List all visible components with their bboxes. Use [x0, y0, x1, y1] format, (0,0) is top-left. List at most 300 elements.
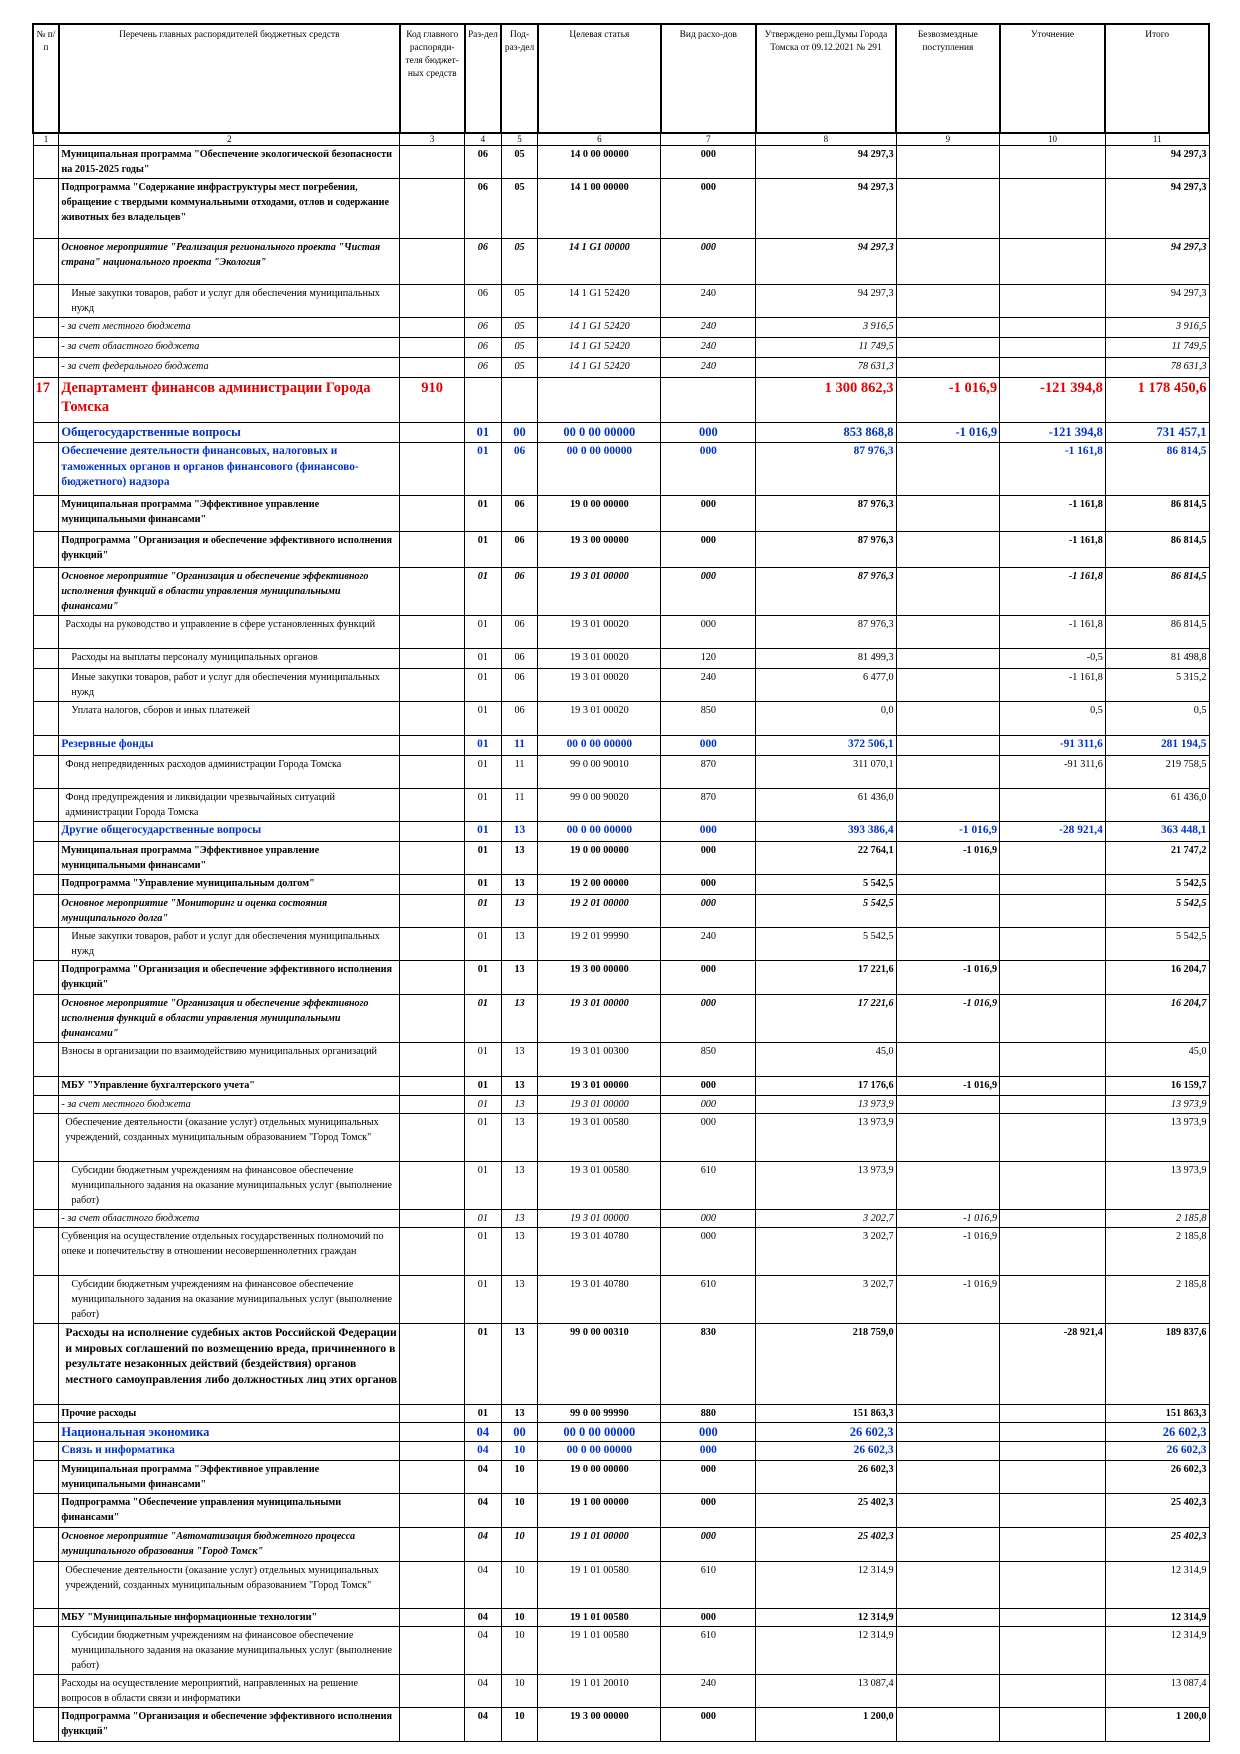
cell-total: 45,0 — [1105, 1043, 1209, 1077]
cell-total: 78 631,3 — [1105, 358, 1209, 378]
cell-grants: -1 016,9 — [896, 423, 1000, 443]
cell-expense-type: 000 — [661, 1708, 756, 1742]
cell-approved: 87 976,3 — [756, 532, 896, 568]
cell-name: Основное мероприятие "Автоматизация бюджетного процесса муниципального образования "Город Томск" — [59, 1528, 400, 1562]
cell-total: 81 498,8 — [1105, 649, 1209, 669]
cell-razdel — [465, 378, 502, 423]
cell-expense-type: 000 — [661, 736, 756, 756]
cell-total: 2 185,8 — [1105, 1228, 1209, 1276]
column-number: 4 — [465, 133, 502, 146]
cell-total: 12 314,9 — [1105, 1562, 1209, 1609]
cell-code — [400, 146, 465, 179]
cell-expense-type: 000 — [661, 995, 756, 1043]
cell-approved: 26 602,3 — [756, 1461, 896, 1494]
cell-number — [33, 1228, 59, 1276]
column-number: 2 — [59, 133, 400, 146]
cell-podrazdel: 10 — [501, 1528, 538, 1562]
cell-razdel: 01 — [465, 702, 502, 736]
cell-adjustment: -121 394,8 — [1000, 378, 1106, 423]
cell-code — [400, 895, 465, 928]
cell-code — [400, 1562, 465, 1609]
cell-expense-type: 000 — [661, 443, 756, 496]
cell-total: 86 814,5 — [1105, 532, 1209, 568]
cell-grants — [896, 1675, 1000, 1708]
cell-razdel: 01 — [465, 496, 502, 532]
cell-podrazdel: 10 — [501, 1675, 538, 1708]
cell-total: 189 837,6 — [1105, 1324, 1209, 1405]
cell-number — [33, 358, 59, 378]
cell-name: Иные закупки товаров, работ и услуг для обеспечения муниципальных нужд — [59, 669, 400, 702]
cell-approved: 94 297,3 — [756, 285, 896, 318]
cell-name: Обеспечение деятельности (оказание услуг) отдельных муниципальных учреждений, созданных муниципальным образованием "Город Томск" — [59, 1562, 400, 1609]
cell-total: 26 602,3 — [1105, 1423, 1209, 1442]
cell-podrazdel: 05 — [501, 146, 538, 179]
cell-code — [400, 496, 465, 532]
cell-total: 94 297,3 — [1105, 146, 1209, 179]
cell-razdel: 01 — [465, 875, 502, 895]
cell-adjustment — [1000, 1077, 1106, 1096]
cell-total: 86 814,5 — [1105, 568, 1209, 616]
cell-grants — [896, 1708, 1000, 1742]
table-row — [33, 702, 1209, 736]
cell-number — [33, 285, 59, 318]
cell-razdel: 06 — [465, 179, 502, 239]
cell-target-article: 14 1 G1 52420 — [538, 358, 661, 378]
table-row — [33, 443, 1209, 496]
cell-target-article: 19 3 00 00000 — [538, 961, 661, 995]
cell-name: Обеспечение деятельности (оказание услуг) отдельных муниципальных учреждений, созданных муниципальным образованием "Город Томск" — [59, 1114, 400, 1162]
cell-grants: -1 016,9 — [896, 1228, 1000, 1276]
cell-podrazdel: 13 — [501, 1077, 538, 1096]
cell-target-article: 19 3 01 00000 — [538, 568, 661, 616]
cell-expense-type: 000 — [661, 895, 756, 928]
cell-code — [400, 669, 465, 702]
cell-razdel: 06 — [465, 318, 502, 338]
cell-code — [400, 285, 465, 318]
cell-number — [33, 338, 59, 358]
cell-grants: -1 016,9 — [896, 1077, 1000, 1096]
cell-adjustment — [1000, 961, 1106, 995]
cell-expense-type: 830 — [661, 1324, 756, 1405]
cell-approved: 151 863,3 — [756, 1405, 896, 1423]
cell-expense-type: 000 — [661, 568, 756, 616]
cell-target-article: 00 0 00 00000 — [538, 822, 661, 842]
cell-grants — [896, 736, 1000, 756]
cell-razdel: 01 — [465, 1210, 502, 1228]
table-row — [33, 568, 1209, 616]
cell-expense-type: 120 — [661, 649, 756, 669]
cell-name: Расходы на осуществление мероприятий, направленных на решение вопросов в области связи и информатики — [59, 1675, 400, 1708]
cell-podrazdel: 05 — [501, 358, 538, 378]
cell-number — [33, 1114, 59, 1162]
cell-total: 2 185,8 — [1105, 1276, 1209, 1324]
cell-target-article: 99 0 00 90020 — [538, 789, 661, 822]
cell-expense-type: 000 — [661, 532, 756, 568]
cell-name: МБУ "Муниципальные информационные технологии" — [59, 1609, 400, 1627]
cell-target-article: 00 0 00 00000 — [538, 1442, 661, 1461]
table-row — [33, 1405, 1209, 1423]
cell-name: Муниципальная программа "Эффективное управление муниципальными финансами" — [59, 1461, 400, 1494]
cell-target-article: 14 1 G1 52420 — [538, 285, 661, 318]
cell-number — [33, 995, 59, 1043]
cell-grants — [896, 239, 1000, 285]
table-row — [33, 1562, 1209, 1609]
cell-approved: 12 314,9 — [756, 1627, 896, 1675]
cell-number — [33, 928, 59, 961]
cell-grants: -1 016,9 — [896, 1210, 1000, 1228]
cell-approved: 0,0 — [756, 702, 896, 736]
cell-total: 86 814,5 — [1105, 616, 1209, 649]
cell-expense-type: 610 — [661, 1562, 756, 1609]
cell-code — [400, 928, 465, 961]
cell-grants — [896, 1324, 1000, 1405]
cell-expense-type: 870 — [661, 789, 756, 822]
cell-adjustment — [1000, 1528, 1106, 1562]
cell-grants — [896, 1461, 1000, 1494]
cell-name: Субсидии бюджетным учреждениям на финансовое обеспечение муниципального задания на оказание муниципальных услуг (выполнение работ) — [59, 1627, 400, 1675]
cell-adjustment — [1000, 875, 1106, 895]
cell-name: Подпрограмма "Организация и обеспечение эффективного исполнения функций" — [59, 961, 400, 995]
cell-target-article: 99 0 00 00310 — [538, 1324, 661, 1405]
cell-name: Субвенция на осуществление отдельных государственных полномочий по опеке и попечительству в отношении несовершеннолетних граждан — [59, 1228, 400, 1276]
cell-name: Прочие расходы — [59, 1405, 400, 1423]
cell-approved: 87 976,3 — [756, 616, 896, 649]
cell-total: 5 542,5 — [1105, 895, 1209, 928]
cell-code — [400, 1461, 465, 1494]
cell-grants — [896, 895, 1000, 928]
cell-total: 25 402,3 — [1105, 1528, 1209, 1562]
cell-code — [400, 842, 465, 875]
cell-total: 13 087,4 — [1105, 1675, 1209, 1708]
cell-razdel: 01 — [465, 443, 502, 496]
table-row — [33, 842, 1209, 875]
cell-approved: 87 976,3 — [756, 443, 896, 496]
cell-approved: 25 402,3 — [756, 1494, 896, 1528]
cell-approved: 81 499,3 — [756, 649, 896, 669]
cell-podrazdel: 06 — [501, 568, 538, 616]
cell-total: 731 457,1 — [1105, 423, 1209, 443]
header-target-article: Целевая статья — [538, 24, 661, 133]
cell-grants — [896, 532, 1000, 568]
cell-approved: 3 202,7 — [756, 1210, 896, 1228]
cell-target-article: 00 0 00 00000 — [538, 443, 661, 496]
cell-code — [400, 1276, 465, 1324]
cell-total: 1 178 450,6 — [1105, 378, 1209, 423]
cell-podrazdel — [501, 378, 538, 423]
column-number: 10 — [1000, 133, 1106, 146]
budget-table — [32, 23, 1210, 1742]
cell-razdel: 01 — [465, 1324, 502, 1405]
cell-grants — [896, 179, 1000, 239]
cell-adjustment — [1000, 842, 1106, 875]
cell-grants — [896, 616, 1000, 649]
cell-number — [33, 895, 59, 928]
cell-approved: 372 506,1 — [756, 736, 896, 756]
cell-adjustment — [1000, 179, 1106, 239]
cell-podrazdel: 13 — [501, 1324, 538, 1405]
cell-total: 1 200,0 — [1105, 1708, 1209, 1742]
table-row — [33, 1276, 1209, 1324]
cell-podrazdel: 06 — [501, 702, 538, 736]
column-number-row — [33, 133, 1209, 146]
cell-expense-type: 000 — [661, 822, 756, 842]
cell-adjustment — [1000, 338, 1106, 358]
cell-name: Национальная экономика — [59, 1423, 400, 1442]
cell-grants — [896, 1043, 1000, 1077]
cell-number — [33, 822, 59, 842]
cell-number — [33, 423, 59, 443]
cell-total: 3 916,5 — [1105, 318, 1209, 338]
cell-target-article: 19 3 01 00000 — [538, 1210, 661, 1228]
cell-name: Взносы в организации по взаимодействию муниципальных организаций — [59, 1043, 400, 1077]
cell-code — [400, 1423, 465, 1442]
cell-podrazdel: 13 — [501, 1228, 538, 1276]
cell-adjustment — [1000, 1096, 1106, 1114]
cell-approved: 11 749,5 — [756, 338, 896, 358]
table-row — [33, 358, 1209, 378]
cell-grants: -1 016,9 — [896, 822, 1000, 842]
cell-razdel: 01 — [465, 961, 502, 995]
cell-grants — [896, 1114, 1000, 1162]
table-row — [33, 1494, 1209, 1528]
cell-target-article: 19 2 00 00000 — [538, 875, 661, 895]
table-row — [33, 532, 1209, 568]
cell-code: 910 — [400, 378, 465, 423]
cell-podrazdel: 05 — [501, 338, 538, 358]
cell-code — [400, 649, 465, 669]
cell-expense-type: 000 — [661, 179, 756, 239]
table-row — [33, 1096, 1209, 1114]
cell-number — [33, 669, 59, 702]
cell-approved: 26 602,3 — [756, 1442, 896, 1461]
cell-number — [33, 649, 59, 669]
cell-adjustment: -1 161,8 — [1000, 443, 1106, 496]
cell-grants — [896, 1528, 1000, 1562]
cell-target-article: 14 1 G1 52420 — [538, 318, 661, 338]
cell-razdel: 01 — [465, 669, 502, 702]
cell-razdel: 06 — [465, 358, 502, 378]
cell-podrazdel: 06 — [501, 616, 538, 649]
cell-target-article: 19 3 01 00300 — [538, 1043, 661, 1077]
table-row — [33, 649, 1209, 669]
cell-code — [400, 1210, 465, 1228]
table-row — [33, 995, 1209, 1043]
cell-code — [400, 1228, 465, 1276]
cell-adjustment: -1 161,8 — [1000, 532, 1106, 568]
cell-expense-type: 240 — [661, 669, 756, 702]
cell-grants — [896, 1609, 1000, 1627]
cell-adjustment — [1000, 1114, 1106, 1162]
cell-name: Уплата налогов, сборов и иных платежей — [59, 702, 400, 736]
cell-name: Подпрограмма "Содержание инфраструктуры мест погребения, обращение с твердыми коммунальными отходами, отлов и содержание животных без владельцев" — [59, 179, 400, 239]
cell-grants — [896, 702, 1000, 736]
cell-expense-type: 240 — [661, 318, 756, 338]
cell-name: Обеспечение деятельности финансовых, налоговых и таможенных органов и органов финансового (финансово-бюджетного) надзора — [59, 443, 400, 496]
cell-name: Фонд предупреждения и ликвидации чрезвычайных ситуаций администрации Города Томска — [59, 789, 400, 822]
table-row — [33, 616, 1209, 649]
cell-adjustment — [1000, 1627, 1106, 1675]
cell-target-article: 19 3 00 00000 — [538, 1708, 661, 1742]
cell-adjustment — [1000, 1405, 1106, 1423]
cell-name: Муниципальная программа "Эффективное управление муниципальными финансами" — [59, 842, 400, 875]
cell-code — [400, 532, 465, 568]
cell-target-article: 19 3 01 00020 — [538, 702, 661, 736]
cell-razdel: 01 — [465, 822, 502, 842]
cell-podrazdel: 06 — [501, 532, 538, 568]
cell-number — [33, 1675, 59, 1708]
cell-adjustment — [1000, 928, 1106, 961]
cell-razdel: 04 — [465, 1562, 502, 1609]
cell-podrazdel: 13 — [501, 1210, 538, 1228]
table-row — [33, 736, 1209, 756]
cell-expense-type: 000 — [661, 616, 756, 649]
cell-grants — [896, 338, 1000, 358]
cell-adjustment: -91 311,6 — [1000, 736, 1106, 756]
table-row — [33, 1324, 1209, 1405]
cell-name: Субсидии бюджетным учреждениям на финансовое обеспечение муниципального задания на оказание муниципальных услуг (выполнение работ) — [59, 1276, 400, 1324]
cell-grants — [896, 568, 1000, 616]
cell-number — [33, 1096, 59, 1114]
column-number: 8 — [756, 133, 896, 146]
cell-expense-type: 610 — [661, 1162, 756, 1210]
cell-grants: -1 016,9 — [896, 995, 1000, 1043]
table-row — [33, 1228, 1209, 1276]
cell-number — [33, 1043, 59, 1077]
cell-number — [33, 1162, 59, 1210]
cell-approved: 5 542,5 — [756, 875, 896, 895]
cell-code — [400, 1708, 465, 1742]
cell-number — [33, 961, 59, 995]
cell-razdel: 01 — [465, 756, 502, 789]
cell-razdel: 01 — [465, 1043, 502, 1077]
cell-code — [400, 1675, 465, 1708]
cell-approved: 25 402,3 — [756, 1528, 896, 1562]
cell-expense-type: 000 — [661, 1077, 756, 1096]
cell-adjustment: -28 921,4 — [1000, 822, 1106, 842]
cell-number — [33, 1405, 59, 1423]
cell-approved: 5 542,5 — [756, 895, 896, 928]
cell-code — [400, 1627, 465, 1675]
table-header-row — [33, 24, 1209, 133]
cell-approved: 853 868,8 — [756, 423, 896, 443]
cell-total: 16 204,7 — [1105, 961, 1209, 995]
cell-approved: 3 202,7 — [756, 1276, 896, 1324]
cell-adjustment: 0,5 — [1000, 702, 1106, 736]
cell-code — [400, 995, 465, 1043]
cell-total: 151 863,3 — [1105, 1405, 1209, 1423]
table-row — [33, 1609, 1209, 1627]
cell-name: Основное мероприятие "Организация и обеспечение эффективного исполнения функций в области управления муниципальными финансами" — [59, 568, 400, 616]
cell-podrazdel: 13 — [501, 995, 538, 1043]
cell-podrazdel: 10 — [501, 1627, 538, 1675]
table-body — [33, 146, 1209, 1742]
cell-code — [400, 358, 465, 378]
cell-grants — [896, 1405, 1000, 1423]
cell-grants — [896, 1562, 1000, 1609]
cell-approved: 13 973,9 — [756, 1162, 896, 1210]
cell-number — [33, 1276, 59, 1324]
cell-target-article: 14 0 00 00000 — [538, 146, 661, 179]
cell-code — [400, 1494, 465, 1528]
cell-podrazdel: 00 — [501, 1423, 538, 1442]
cell-target-article: 00 0 00 00000 — [538, 1423, 661, 1442]
cell-total: 13 973,9 — [1105, 1114, 1209, 1162]
cell-approved: 87 976,3 — [756, 568, 896, 616]
cell-number — [33, 239, 59, 285]
header-razdel: Раз-дел — [465, 24, 502, 133]
table-row — [33, 961, 1209, 995]
cell-adjustment: -1 161,8 — [1000, 669, 1106, 702]
cell-total: 16 159,7 — [1105, 1077, 1209, 1096]
cell-expense-type: 850 — [661, 702, 756, 736]
table-row — [33, 669, 1209, 702]
cell-name: Расходы на выплаты персоналу муниципальных органов — [59, 649, 400, 669]
cell-code — [400, 789, 465, 822]
cell-adjustment — [1000, 285, 1106, 318]
cell-adjustment — [1000, 1708, 1106, 1742]
cell-number — [33, 875, 59, 895]
cell-total: 281 194,5 — [1105, 736, 1209, 756]
cell-code — [400, 1528, 465, 1562]
cell-podrazdel: 05 — [501, 285, 538, 318]
cell-name: Подпрограмма "Управление муниципальным долгом" — [59, 875, 400, 895]
cell-number — [33, 443, 59, 496]
table-row — [33, 875, 1209, 895]
table-row — [33, 146, 1209, 179]
cell-approved: 13 087,4 — [756, 1675, 896, 1708]
cell-code — [400, 1043, 465, 1077]
cell-podrazdel: 13 — [501, 1405, 538, 1423]
header-grants: Безвозмездные поступления — [896, 24, 1000, 133]
column-number: 3 — [400, 133, 465, 146]
cell-total: 94 297,3 — [1105, 285, 1209, 318]
cell-podrazdel: 13 — [501, 822, 538, 842]
table-row — [33, 1423, 1209, 1442]
cell-expense-type: 850 — [661, 1043, 756, 1077]
cell-approved: 1 300 862,3 — [756, 378, 896, 423]
cell-expense-type: 880 — [661, 1405, 756, 1423]
cell-number — [33, 318, 59, 338]
cell-podrazdel: 13 — [501, 1162, 538, 1210]
cell-expense-type: 000 — [661, 146, 756, 179]
cell-number — [33, 736, 59, 756]
cell-code — [400, 756, 465, 789]
cell-target-article: 19 3 01 00580 — [538, 1114, 661, 1162]
cell-podrazdel: 13 — [501, 895, 538, 928]
cell-approved: 311 070,1 — [756, 756, 896, 789]
cell-number — [33, 789, 59, 822]
cell-razdel: 01 — [465, 532, 502, 568]
cell-name: Иные закупки товаров, работ и услуг для обеспечения муниципальных нужд — [59, 928, 400, 961]
cell-podrazdel: 10 — [501, 1708, 538, 1742]
cell-name: Субсидии бюджетным учреждениям на финансовое обеспечение муниципального задания на оказание муниципальных услуг (выполнение работ) — [59, 1162, 400, 1210]
cell-podrazdel: 05 — [501, 318, 538, 338]
cell-podrazdel: 13 — [501, 875, 538, 895]
cell-adjustment — [1000, 1494, 1106, 1528]
cell-adjustment — [1000, 318, 1106, 338]
cell-podrazdel: 10 — [501, 1609, 538, 1627]
cell-approved: 218 759,0 — [756, 1324, 896, 1405]
cell-podrazdel: 11 — [501, 756, 538, 789]
cell-name: МБУ "Управление бухгалтерского учета" — [59, 1077, 400, 1096]
cell-expense-type: 240 — [661, 338, 756, 358]
table-row — [33, 1627, 1209, 1675]
cell-expense-type: 000 — [661, 239, 756, 285]
cell-razdel: 01 — [465, 616, 502, 649]
cell-grants — [896, 1442, 1000, 1461]
cell-grants — [896, 285, 1000, 318]
cell-number — [33, 1442, 59, 1461]
